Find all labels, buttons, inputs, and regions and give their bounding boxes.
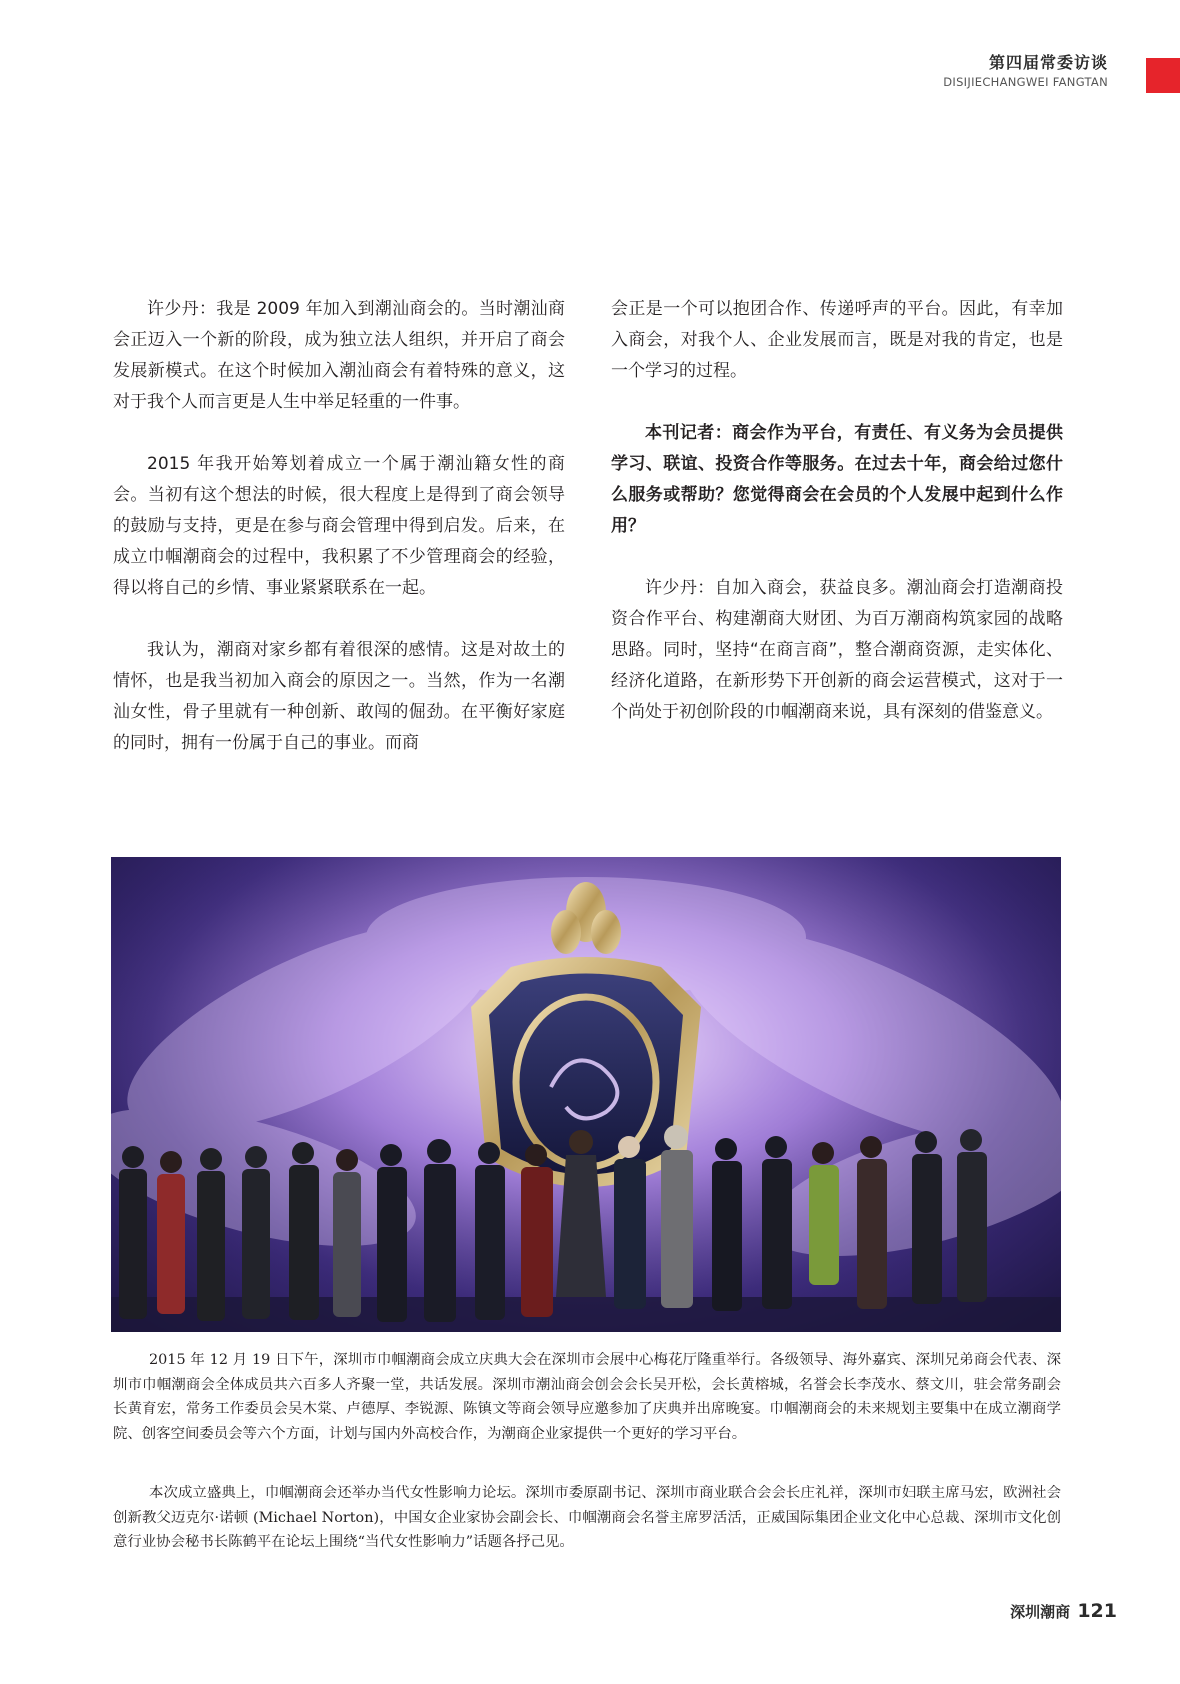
ceremony-stage-illustration xyxy=(111,857,1061,1332)
article-paragraph: 许少丹：我是 2009 年加入到潮汕商会的。当时潮汕商会正迈入一个新的阶段，成为独立法人组织，并开启了商会发展新模式。在这个时候加入潮汕商会有着特殊的意义，这对于我个人而言更是人生中举足轻重的一件事。 xyxy=(113,299,565,412)
page-footer xyxy=(1010,1600,1117,1622)
ceremony-photo xyxy=(111,857,1061,1332)
magazine-name: 深圳潮商 xyxy=(1010,1603,1071,1621)
article-paragraph: 2015 年我开始筹划着成立一个属于潮汕籍女性的商会。当初有这个想法的时候，很大程度上是得到了商会领导的鼓励与支持，更是在参与商会管理中得到启发。后来，在成立巾帼潮商会的过程中，我积累了不少管理商会的经验，得以将自己的乡情、事业紧紧联系在一起。 xyxy=(113,454,565,598)
article-paragraph: 会正是一个可以抱团合作、传递呼声的平台。因此，有幸加入商会，对我个人、企业发展而言，既是对我的肯定，也是一个学习的过程。 xyxy=(611,299,1063,381)
section-title-cn: 第四届常委访谈 xyxy=(988,53,1108,72)
section-header xyxy=(943,52,1108,90)
article-left-column xyxy=(113,294,565,790)
article-paragraph: 许少丹：自加入商会，获益良多。潮汕商会打造潮商投资合作平台、构建潮商大财团、为百万潮商构筑家园的战略思路。同时，坚持“在商言商”，整合潮商资源，走实体化、经济化道路，在新形势下开创新的商会运营模式，这对于一个尚处于初创阶段的巾帼潮商来说，具有深刻的借鉴意义。 xyxy=(611,578,1063,722)
photo-caption-forum: 本次成立盛典上，巾帼潮商会还举办当代女性影响力论坛。深圳市委原副书记、深圳市商业联合会会长庄礼祥，深圳市妇联主席马宏，欧洲社会创新教父迈克尔·诺顿 (Michael Norton)，中国女企业家协会副会长、巾帼潮商会名誉主席罗活活，正威国际集团企业文化中心总裁、深圳市文化创意行业协会秘书长陈鹤平在论坛上围绕“当代女性影响力”话题各抒己见。 xyxy=(113,1485,1061,1550)
article-right-column xyxy=(611,294,1063,759)
section-accent-block xyxy=(1146,58,1180,93)
photo-caption: 2015 年 12 月 19 日下午，深圳市巾帼潮商会成立庆典大会在深圳市会展中心梅花厅隆重举行。各级领导、海外嘉宾、深圳兄弟商会代表、深圳市巾帼潮商会全体成员共六百多人齐聚一堂，共话发展。深圳市潮汕商会创会会长吴开松，会长黄榕城，名誉会长李茂水、蔡文川，驻会常务副会长黄育宏，常务工作委员会吴木棠、卢德厚、李锐源、陈镇文等商会领导应邀参加了庆典并出席晚宴。巾帼潮商会的未来规划主要集中在成立潮商学院、创客空间委员会等六个方面，计划与国内外高校合作，为潮商企业家提供一个更好的学习平台。 xyxy=(113,1352,1061,1442)
section-title-en: DISIJIECHANGWEI FANGTAN xyxy=(943,75,1108,89)
page-number: 121 xyxy=(1077,1600,1117,1622)
article-paragraph: 我认为，潮商对家乡都有着很深的感情。这是对故土的情怀，也是我当初加入商会的原因之一。当然，作为一名潮汕女性，骨子里就有一种创新、敢闯的倔劲。在平衡好家庭的同时，拥有一份属于自己的事业。而商 xyxy=(113,640,565,753)
interviewer-question: 本刊记者：商会作为平台，有责任、有义务为会员提供学习、联谊、投资合作等服务。在过去十年，商会给过您什么服务或帮助？您觉得商会在会员的个人发展中起到什么作用？ xyxy=(611,423,1063,536)
